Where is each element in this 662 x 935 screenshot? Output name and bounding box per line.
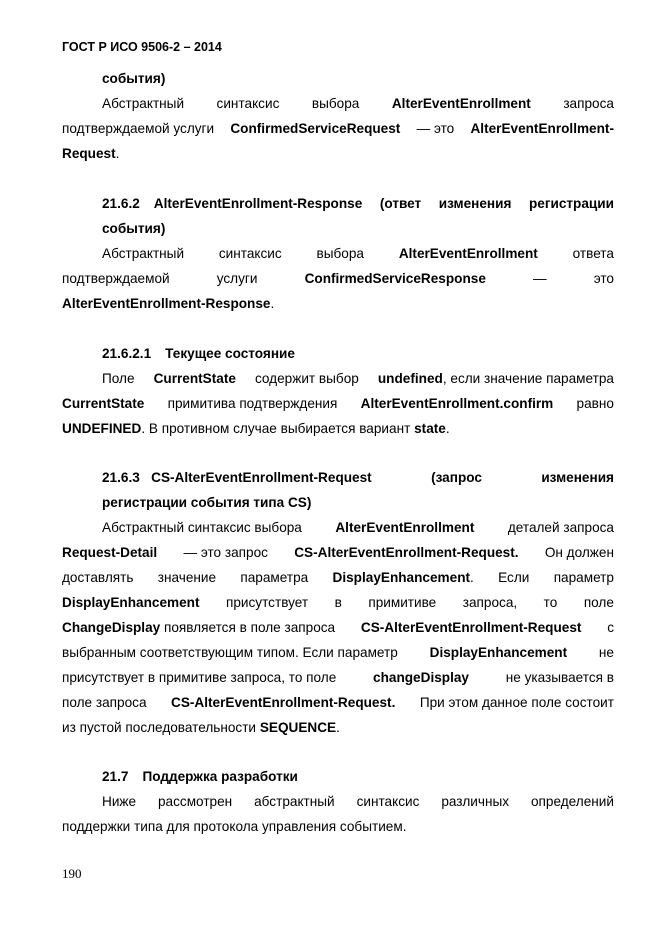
- section-continuation: [62, 66, 614, 166]
- paragraph-line: Поле CurrentState содержит выбор undefined, если значение параметра: [102, 371, 614, 386]
- paragraph-line: AlterEventEnrollment-Response.: [62, 296, 275, 311]
- page-number: 190: [62, 866, 82, 881]
- paragraph-line: DisplayEnhancement присутствует в примитиве запроса, то поле: [62, 595, 614, 610]
- section-heading: 21.6.2.1 Текущее состояние: [102, 346, 295, 361]
- section-21-6-2-1: [62, 341, 614, 441]
- section-21-7: [62, 764, 614, 839]
- section-21-6-3: [62, 465, 614, 740]
- section-heading-cont: события): [102, 221, 166, 236]
- paragraph-line: Request.: [62, 146, 120, 161]
- paragraph-line: Request-Detail — это запрос CS-AlterEventEnrollment-Request. Он должен: [62, 545, 614, 560]
- paragraph-line: поддержки типа для протокола управления событием.: [62, 819, 407, 834]
- paragraph-line: поле запроса CS-AlterEventEnrollment-Request. При этом данное поле состоит: [62, 695, 614, 710]
- paragraph-line: выбранным соответствующим типом. Если параметр DisplayEnhancement не: [62, 645, 614, 660]
- paragraph-line: UNDEFINED. В противном случае выбирается вариант state.: [62, 421, 450, 436]
- section-heading-cont: регистрации события типа CS): [102, 495, 312, 510]
- heading-tail: события): [102, 71, 166, 86]
- section-heading: 21.6.3 CS-AlterEventEnrollment-Request (запрос изменения: [102, 470, 614, 485]
- paragraph-line: ChangeDisplay появляется в поле запроса CS-AlterEventEnrollment-Request с: [62, 620, 614, 635]
- paragraph-line: из пустой последовательности SEQUENCE.: [62, 720, 340, 735]
- paragraph-line: CurrentState примитива подтверждения AlterEventEnrollment.confirm равно: [62, 396, 614, 411]
- document-header: ГОСТ Р ИСО 9506-2 – 2014: [62, 40, 222, 54]
- section-heading: 21.7 Поддержка разработки: [102, 769, 298, 784]
- paragraph-line: доставлять значение параметра DisplayEnhancement. Если параметр: [62, 570, 614, 585]
- paragraph-line: Абстрактный синтаксис выбора AlterEventEnrollment деталей запроса: [102, 520, 614, 535]
- paragraph-line: подтверждаемой услуги ConfirmedServiceRequest — это AlterEventEnrollment-: [62, 121, 614, 136]
- paragraph-line: присутствует в примитиве запроса, то поле changeDisplay не указывается в: [62, 670, 614, 685]
- paragraph-line: подтверждаемой услуги ConfirmedServiceResponse — это: [62, 271, 614, 286]
- paragraph-line: Ниже рассмотрен абстрактный синтаксис различных определений: [102, 794, 614, 809]
- paragraph-line: Абстрактный синтаксис выбора AlterEventEnrollment запроса: [102, 96, 614, 111]
- section-21-6-2: [62, 191, 614, 316]
- paragraph-line: Абстрактный синтаксис выбора AlterEventEnrollment ответа: [102, 246, 614, 261]
- section-heading: 21.6.2 AlterEventEnrollment-Response (ответ изменения регистрации: [102, 196, 614, 211]
